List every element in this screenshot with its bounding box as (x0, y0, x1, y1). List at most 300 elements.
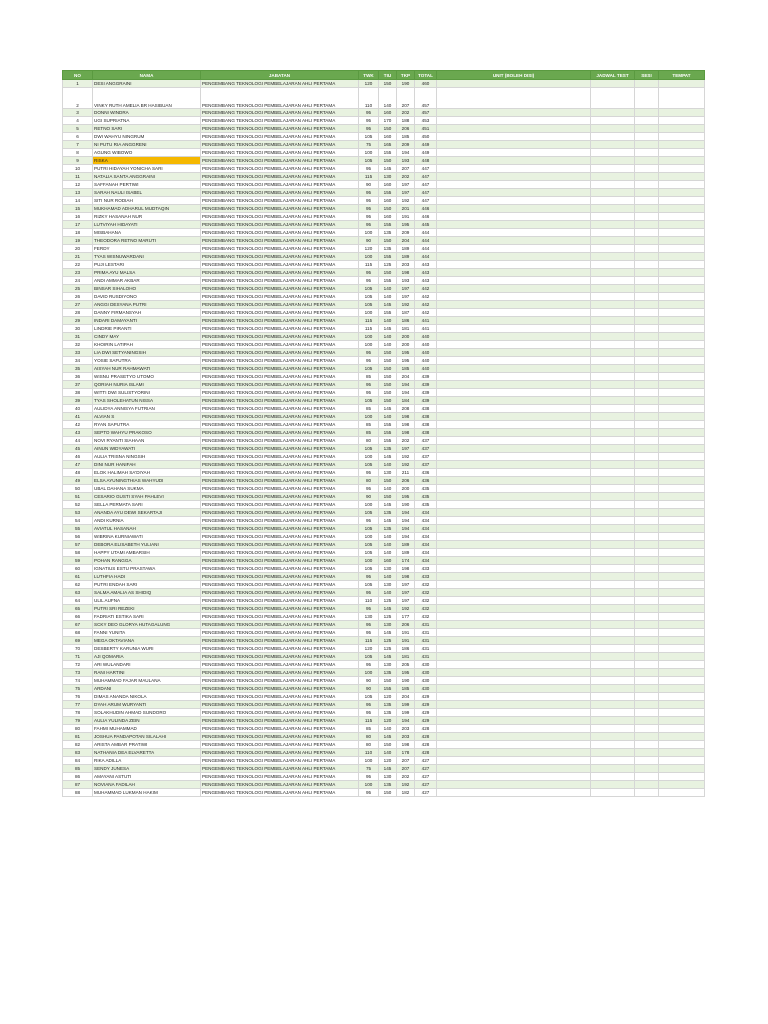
row-unit[interactable] (437, 477, 591, 485)
row-sesi[interactable] (635, 653, 659, 661)
row-sesi[interactable] (635, 109, 659, 117)
row-tempat[interactable] (659, 669, 705, 677)
row-tempat[interactable] (659, 341, 705, 349)
row-tempat[interactable] (659, 485, 705, 493)
row-sesi[interactable] (635, 525, 659, 533)
row-sesi[interactable] (635, 637, 659, 645)
row-unit[interactable] (437, 389, 591, 397)
row-tempat[interactable] (659, 733, 705, 741)
row-tempat[interactable] (659, 757, 705, 765)
row-unit[interactable] (437, 661, 591, 669)
row-tempat[interactable] (659, 613, 705, 621)
row-unit[interactable] (437, 685, 591, 693)
row-tempat[interactable] (659, 517, 705, 525)
row-sesi[interactable] (635, 581, 659, 589)
row-sesi[interactable] (635, 645, 659, 653)
row-tempat[interactable] (659, 221, 705, 229)
row-jadwal-test[interactable] (591, 357, 635, 365)
row-jadwal-test[interactable] (591, 429, 635, 437)
row-jadwal-test[interactable] (591, 80, 635, 88)
row-jadwal-test[interactable] (591, 517, 635, 525)
row-tempat[interactable] (659, 189, 705, 197)
row-sesi[interactable] (635, 293, 659, 301)
row-unit[interactable] (437, 485, 591, 493)
row-sesi[interactable] (635, 389, 659, 397)
row-jadwal-test[interactable] (591, 557, 635, 565)
row-sesi[interactable] (635, 445, 659, 453)
row-unit[interactable] (437, 653, 591, 661)
row-jadwal-test[interactable] (591, 157, 635, 165)
row-unit[interactable] (437, 693, 591, 701)
row-unit[interactable] (437, 189, 591, 197)
row-jadwal-test[interactable] (591, 341, 635, 349)
row-sesi[interactable] (635, 173, 659, 181)
row-tempat[interactable] (659, 621, 705, 629)
row-tempat[interactable] (659, 509, 705, 517)
row-unit[interactable] (437, 589, 591, 597)
row-jadwal-test[interactable] (591, 773, 635, 781)
row-tempat[interactable] (659, 749, 705, 757)
row-tempat[interactable] (659, 605, 705, 613)
row-jadwal-test[interactable] (591, 573, 635, 581)
row-jadwal-test[interactable] (591, 453, 635, 461)
row-sesi[interactable] (635, 221, 659, 229)
row-unit[interactable] (437, 373, 591, 381)
row-tempat[interactable] (659, 469, 705, 477)
row-unit[interactable] (437, 293, 591, 301)
row-sesi[interactable] (635, 133, 659, 141)
row-jadwal-test[interactable] (591, 149, 635, 157)
row-jadwal-test[interactable] (591, 88, 635, 109)
row-tempat[interactable] (659, 597, 705, 605)
row-sesi[interactable] (635, 717, 659, 725)
row-tempat[interactable] (659, 373, 705, 381)
row-unit[interactable] (437, 677, 591, 685)
row-jadwal-test[interactable] (591, 261, 635, 269)
row-tempat[interactable] (659, 213, 705, 221)
row-unit[interactable] (437, 525, 591, 533)
row-jadwal-test[interactable] (591, 765, 635, 773)
row-sesi[interactable] (635, 693, 659, 701)
row-tempat[interactable] (659, 125, 705, 133)
row-jadwal-test[interactable] (591, 165, 635, 173)
row-unit[interactable] (437, 717, 591, 725)
row-jadwal-test[interactable] (591, 477, 635, 485)
row-unit[interactable] (437, 445, 591, 453)
row-sesi[interactable] (635, 285, 659, 293)
row-sesi[interactable] (635, 301, 659, 309)
row-sesi[interactable] (635, 80, 659, 88)
row-tempat[interactable] (659, 133, 705, 141)
row-tempat[interactable] (659, 109, 705, 117)
row-jadwal-test[interactable] (591, 349, 635, 357)
row-sesi[interactable] (635, 117, 659, 125)
row-jadwal-test[interactable] (591, 389, 635, 397)
row-tempat[interactable] (659, 773, 705, 781)
row-tempat[interactable] (659, 437, 705, 445)
row-jadwal-test[interactable] (591, 757, 635, 765)
row-jadwal-test[interactable] (591, 693, 635, 701)
row-unit[interactable] (437, 173, 591, 181)
row-jadwal-test[interactable] (591, 221, 635, 229)
row-jadwal-test[interactable] (591, 461, 635, 469)
row-jadwal-test[interactable] (591, 613, 635, 621)
row-sesi[interactable] (635, 165, 659, 173)
row-sesi[interactable] (635, 141, 659, 149)
row-unit[interactable] (437, 669, 591, 677)
row-sesi[interactable] (635, 88, 659, 109)
row-sesi[interactable] (635, 509, 659, 517)
row-unit[interactable] (437, 757, 591, 765)
row-jadwal-test[interactable] (591, 709, 635, 717)
row-tempat[interactable] (659, 245, 705, 253)
row-jadwal-test[interactable] (591, 397, 635, 405)
row-sesi[interactable] (635, 309, 659, 317)
row-unit[interactable] (437, 469, 591, 477)
row-unit[interactable] (437, 381, 591, 389)
row-unit[interactable] (437, 109, 591, 117)
row-tempat[interactable] (659, 333, 705, 341)
row-jadwal-test[interactable] (591, 677, 635, 685)
row-jadwal-test[interactable] (591, 621, 635, 629)
row-sesi[interactable] (635, 397, 659, 405)
row-sesi[interactable] (635, 677, 659, 685)
row-tempat[interactable] (659, 381, 705, 389)
row-unit[interactable] (437, 213, 591, 221)
row-sesi[interactable] (635, 661, 659, 669)
row-unit[interactable] (437, 765, 591, 773)
row-tempat[interactable] (659, 309, 705, 317)
row-tempat[interactable] (659, 581, 705, 589)
row-sesi[interactable] (635, 477, 659, 485)
row-jadwal-test[interactable] (591, 589, 635, 597)
row-jadwal-test[interactable] (591, 741, 635, 749)
row-unit[interactable] (437, 141, 591, 149)
row-jadwal-test[interactable] (591, 373, 635, 381)
row-jadwal-test[interactable] (591, 109, 635, 117)
row-unit[interactable] (437, 701, 591, 709)
row-unit[interactable] (437, 573, 591, 581)
row-unit[interactable] (437, 277, 591, 285)
row-tempat[interactable] (659, 229, 705, 237)
row-sesi[interactable] (635, 181, 659, 189)
row-jadwal-test[interactable] (591, 725, 635, 733)
row-jadwal-test[interactable] (591, 661, 635, 669)
row-tempat[interactable] (659, 789, 705, 797)
row-sesi[interactable] (635, 341, 659, 349)
row-jadwal-test[interactable] (591, 365, 635, 373)
row-jadwal-test[interactable] (591, 421, 635, 429)
row-sesi[interactable] (635, 573, 659, 581)
row-unit[interactable] (437, 709, 591, 717)
row-sesi[interactable] (635, 453, 659, 461)
row-tempat[interactable] (659, 573, 705, 581)
row-sesi[interactable] (635, 413, 659, 421)
row-sesi[interactable] (635, 253, 659, 261)
row-jadwal-test[interactable] (591, 325, 635, 333)
row-jadwal-test[interactable] (591, 133, 635, 141)
row-jadwal-test[interactable] (591, 789, 635, 797)
row-sesi[interactable] (635, 205, 659, 213)
row-unit[interactable] (437, 253, 591, 261)
row-sesi[interactable] (635, 565, 659, 573)
row-unit[interactable] (437, 533, 591, 541)
row-sesi[interactable] (635, 757, 659, 765)
row-sesi[interactable] (635, 277, 659, 285)
row-jadwal-test[interactable] (591, 581, 635, 589)
row-jadwal-test[interactable] (591, 733, 635, 741)
row-unit[interactable] (437, 269, 591, 277)
row-jadwal-test[interactable] (591, 189, 635, 197)
row-unit[interactable] (437, 229, 591, 237)
row-tempat[interactable] (659, 157, 705, 165)
row-tempat[interactable] (659, 301, 705, 309)
row-sesi[interactable] (635, 765, 659, 773)
row-jadwal-test[interactable] (591, 229, 635, 237)
row-jadwal-test[interactable] (591, 653, 635, 661)
row-unit[interactable] (437, 357, 591, 365)
row-tempat[interactable] (659, 525, 705, 533)
row-unit[interactable] (437, 621, 591, 629)
row-jadwal-test[interactable] (591, 509, 635, 517)
row-tempat[interactable] (659, 589, 705, 597)
row-unit[interactable] (437, 133, 591, 141)
row-jadwal-test[interactable] (591, 205, 635, 213)
row-sesi[interactable] (635, 213, 659, 221)
row-jadwal-test[interactable] (591, 685, 635, 693)
row-sesi[interactable] (635, 437, 659, 445)
row-jadwal-test[interactable] (591, 269, 635, 277)
row-unit[interactable] (437, 333, 591, 341)
row-sesi[interactable] (635, 669, 659, 677)
row-sesi[interactable] (635, 613, 659, 621)
row-tempat[interactable] (659, 261, 705, 269)
row-tempat[interactable] (659, 165, 705, 173)
row-tempat[interactable] (659, 253, 705, 261)
row-unit[interactable] (437, 117, 591, 125)
row-tempat[interactable] (659, 149, 705, 157)
row-unit[interactable] (437, 517, 591, 525)
row-unit[interactable] (437, 581, 591, 589)
row-unit[interactable] (437, 637, 591, 645)
row-sesi[interactable] (635, 357, 659, 365)
row-jadwal-test[interactable] (591, 317, 635, 325)
row-unit[interactable] (437, 741, 591, 749)
row-jadwal-test[interactable] (591, 237, 635, 245)
row-unit[interactable] (437, 197, 591, 205)
row-sesi[interactable] (635, 749, 659, 757)
row-sesi[interactable] (635, 533, 659, 541)
row-tempat[interactable] (659, 477, 705, 485)
row-unit[interactable] (437, 421, 591, 429)
row-unit[interactable] (437, 405, 591, 413)
row-jadwal-test[interactable] (591, 333, 635, 341)
row-unit[interactable] (437, 773, 591, 781)
row-tempat[interactable] (659, 389, 705, 397)
row-sesi[interactable] (635, 317, 659, 325)
row-unit[interactable] (437, 285, 591, 293)
row-jadwal-test[interactable] (591, 277, 635, 285)
row-tempat[interactable] (659, 653, 705, 661)
row-tempat[interactable] (659, 557, 705, 565)
row-tempat[interactable] (659, 117, 705, 125)
row-tempat[interactable] (659, 349, 705, 357)
row-tempat[interactable] (659, 365, 705, 373)
row-unit[interactable] (437, 437, 591, 445)
row-jadwal-test[interactable] (591, 549, 635, 557)
row-jadwal-test[interactable] (591, 405, 635, 413)
row-unit[interactable] (437, 613, 591, 621)
row-unit[interactable] (437, 165, 591, 173)
row-unit[interactable] (437, 629, 591, 637)
row-tempat[interactable] (659, 765, 705, 773)
row-tempat[interactable] (659, 181, 705, 189)
row-tempat[interactable] (659, 549, 705, 557)
row-tempat[interactable] (659, 405, 705, 413)
row-sesi[interactable] (635, 493, 659, 501)
row-sesi[interactable] (635, 733, 659, 741)
row-unit[interactable] (437, 205, 591, 213)
row-sesi[interactable] (635, 365, 659, 373)
row-tempat[interactable] (659, 709, 705, 717)
row-tempat[interactable] (659, 677, 705, 685)
row-tempat[interactable] (659, 197, 705, 205)
row-sesi[interactable] (635, 333, 659, 341)
row-unit[interactable] (437, 557, 591, 565)
row-sesi[interactable] (635, 429, 659, 437)
row-unit[interactable] (437, 645, 591, 653)
row-sesi[interactable] (635, 781, 659, 789)
row-tempat[interactable] (659, 317, 705, 325)
row-sesi[interactable] (635, 557, 659, 565)
row-sesi[interactable] (635, 629, 659, 637)
row-sesi[interactable] (635, 325, 659, 333)
row-sesi[interactable] (635, 245, 659, 253)
row-sesi[interactable] (635, 421, 659, 429)
row-unit[interactable] (437, 325, 591, 333)
row-unit[interactable] (437, 429, 591, 437)
row-sesi[interactable] (635, 373, 659, 381)
row-tempat[interactable] (659, 533, 705, 541)
row-unit[interactable] (437, 549, 591, 557)
row-tempat[interactable] (659, 277, 705, 285)
row-unit[interactable] (437, 125, 591, 133)
row-jadwal-test[interactable] (591, 485, 635, 493)
row-sesi[interactable] (635, 773, 659, 781)
row-sesi[interactable] (635, 725, 659, 733)
row-sesi[interactable] (635, 709, 659, 717)
row-unit[interactable] (437, 781, 591, 789)
row-unit[interactable] (437, 733, 591, 741)
row-tempat[interactable] (659, 645, 705, 653)
row-tempat[interactable] (659, 741, 705, 749)
row-tempat[interactable] (659, 445, 705, 453)
row-unit[interactable] (437, 341, 591, 349)
row-jadwal-test[interactable] (591, 213, 635, 221)
row-unit[interactable] (437, 565, 591, 573)
row-tempat[interactable] (659, 397, 705, 405)
row-tempat[interactable] (659, 141, 705, 149)
row-unit[interactable] (437, 157, 591, 165)
row-unit[interactable] (437, 493, 591, 501)
row-jadwal-test[interactable] (591, 285, 635, 293)
row-unit[interactable] (437, 301, 591, 309)
row-jadwal-test[interactable] (591, 253, 635, 261)
row-tempat[interactable] (659, 205, 705, 213)
row-unit[interactable] (437, 461, 591, 469)
row-unit[interactable] (437, 541, 591, 549)
row-sesi[interactable] (635, 269, 659, 277)
row-tempat[interactable] (659, 685, 705, 693)
row-sesi[interactable] (635, 597, 659, 605)
row-jadwal-test[interactable] (591, 141, 635, 149)
row-unit[interactable] (437, 725, 591, 733)
row-sesi[interactable] (635, 229, 659, 237)
row-unit[interactable] (437, 221, 591, 229)
row-unit[interactable] (437, 413, 591, 421)
row-jadwal-test[interactable] (591, 637, 635, 645)
row-jadwal-test[interactable] (591, 125, 635, 133)
row-sesi[interactable] (635, 461, 659, 469)
row-unit[interactable] (437, 501, 591, 509)
row-jadwal-test[interactable] (591, 541, 635, 549)
row-jadwal-test[interactable] (591, 533, 635, 541)
row-tempat[interactable] (659, 80, 705, 88)
row-unit[interactable] (437, 365, 591, 373)
row-tempat[interactable] (659, 661, 705, 669)
row-jadwal-test[interactable] (591, 469, 635, 477)
row-jadwal-test[interactable] (591, 701, 635, 709)
row-sesi[interactable] (635, 541, 659, 549)
row-sesi[interactable] (635, 157, 659, 165)
row-tempat[interactable] (659, 501, 705, 509)
row-jadwal-test[interactable] (591, 597, 635, 605)
row-sesi[interactable] (635, 469, 659, 477)
row-sesi[interactable] (635, 237, 659, 245)
row-jadwal-test[interactable] (591, 445, 635, 453)
row-jadwal-test[interactable] (591, 629, 635, 637)
row-tempat[interactable] (659, 453, 705, 461)
row-sesi[interactable] (635, 197, 659, 205)
row-jadwal-test[interactable] (591, 501, 635, 509)
row-jadwal-test[interactable] (591, 173, 635, 181)
row-sesi[interactable] (635, 789, 659, 797)
row-tempat[interactable] (659, 461, 705, 469)
row-sesi[interactable] (635, 685, 659, 693)
row-jadwal-test[interactable] (591, 717, 635, 725)
row-unit[interactable] (437, 749, 591, 757)
row-sesi[interactable] (635, 485, 659, 493)
row-tempat[interactable] (659, 701, 705, 709)
row-unit[interactable] (437, 309, 591, 317)
row-sesi[interactable] (635, 261, 659, 269)
row-tempat[interactable] (659, 541, 705, 549)
row-tempat[interactable] (659, 421, 705, 429)
row-jadwal-test[interactable] (591, 181, 635, 189)
row-tempat[interactable] (659, 629, 705, 637)
row-sesi[interactable] (635, 405, 659, 413)
row-tempat[interactable] (659, 493, 705, 501)
row-sesi[interactable] (635, 741, 659, 749)
row-unit[interactable] (437, 237, 591, 245)
row-sesi[interactable] (635, 501, 659, 509)
row-unit[interactable] (437, 88, 591, 109)
row-tempat[interactable] (659, 357, 705, 365)
row-jadwal-test[interactable] (591, 565, 635, 573)
row-jadwal-test[interactable] (591, 197, 635, 205)
row-jadwal-test[interactable] (591, 245, 635, 253)
row-sesi[interactable] (635, 149, 659, 157)
